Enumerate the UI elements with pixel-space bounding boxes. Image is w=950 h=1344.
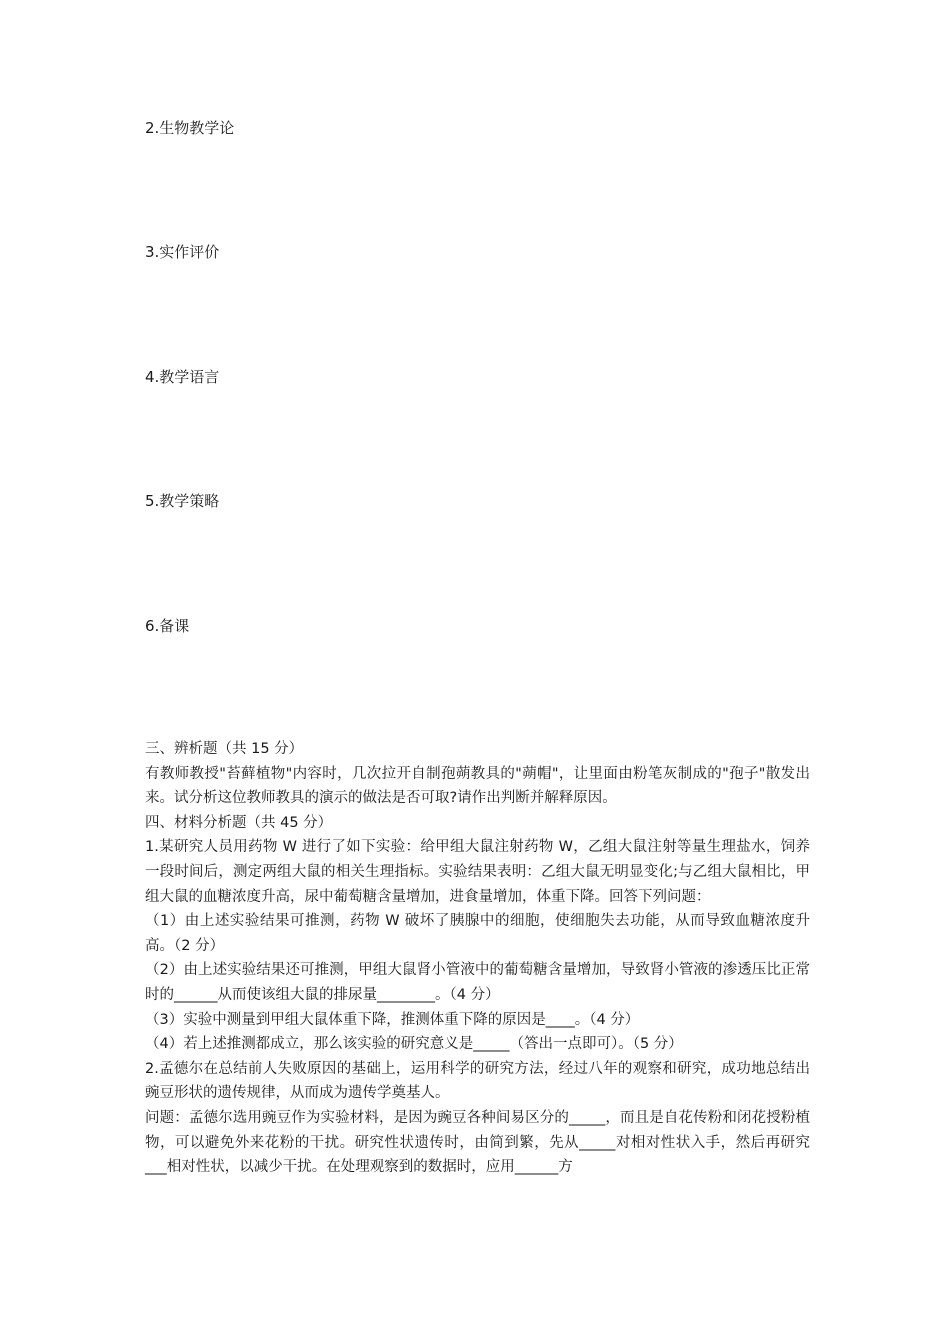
section3-body: 有教师教授"苔藓植物"内容时，几次拉开自制孢蒴教具的"蒴帽"，让里面由粉笔灰制成的"孢子"散发出来。试分析这位教师教具的演示的做法是否可取?请作出判断并解释原因。: [145, 765, 810, 807]
q2-question: 问题：孟德尔选用豌豆作为实验材料，是因为豌豆各种间易区分的_____，而且是自花传粉和闭花授粉植物，可以避免外来花粉的干扰。研究性状遗传时，由简到繁，先从_____对相对性状入手，然后再研究___相对性状，以减少干扰。在处理观察到的数据时，应用______方: [145, 1109, 810, 1176]
q1-sub1: （1）由上述实验结果可推测，药物 W 破坏了胰腺中的细胞，使细胞失去功能，从而导致血糖浓度升高。（2 分）: [145, 913, 810, 954]
question-content: [145, 737, 810, 1180]
q2-stem: 2.孟德尔在总结前人失败原因的基础上，运用科学的研究方法，经过八年的观察和研究，成功地总结出豌豆形状的遗传规律，从而成为遗传学奠基人。: [145, 1060, 810, 1102]
section3-heading: 三、辨析题（共 15 分）: [145, 741, 304, 757]
term-biology-teaching-theory: 2.生物教学论: [145, 119, 235, 137]
term-lesson-preparation: 6.备课: [145, 617, 190, 635]
q1-sub2: （2）由上述实验结果还可推测，甲组大鼠肾小管液中的葡萄糖含量增加，导致肾小管液的渗透压比正常时的______从而使该组大鼠的排尿量________。（4 分）: [145, 962, 810, 1003]
term-teaching-language: 4.教学语言: [145, 368, 220, 386]
q1-sub3: （3）实验中测量到甲组大鼠体重下降，推测体重下降的原因是____。（4 分）: [145, 1011, 640, 1028]
term-teaching-strategy: 5.教学策略: [145, 492, 220, 510]
q1-stem: 1.某研究人员用药物 W 进行了如下实验：给甲组大鼠注射药物 W，乙组大鼠注射等量生理盐水，饲养一段时间后，测定两组大鼠的相关生理指标。实验结果表明：乙组大鼠无明显变化;与乙组大鼠相比，甲组大鼠的血糖浓度升高，尿中葡萄糖含量增加，进食量增加，体重下降。回答下列问题：: [145, 839, 810, 905]
section4-heading: 四、材料分析题（共 45 分）: [145, 814, 333, 831]
term-performance-assessment: 3.实作评价: [145, 243, 220, 261]
q1-sub4: （4）若上述推测都成立，那么该实验的研究意义是_____（答出一点即可）。（5 分）: [145, 1036, 683, 1053]
